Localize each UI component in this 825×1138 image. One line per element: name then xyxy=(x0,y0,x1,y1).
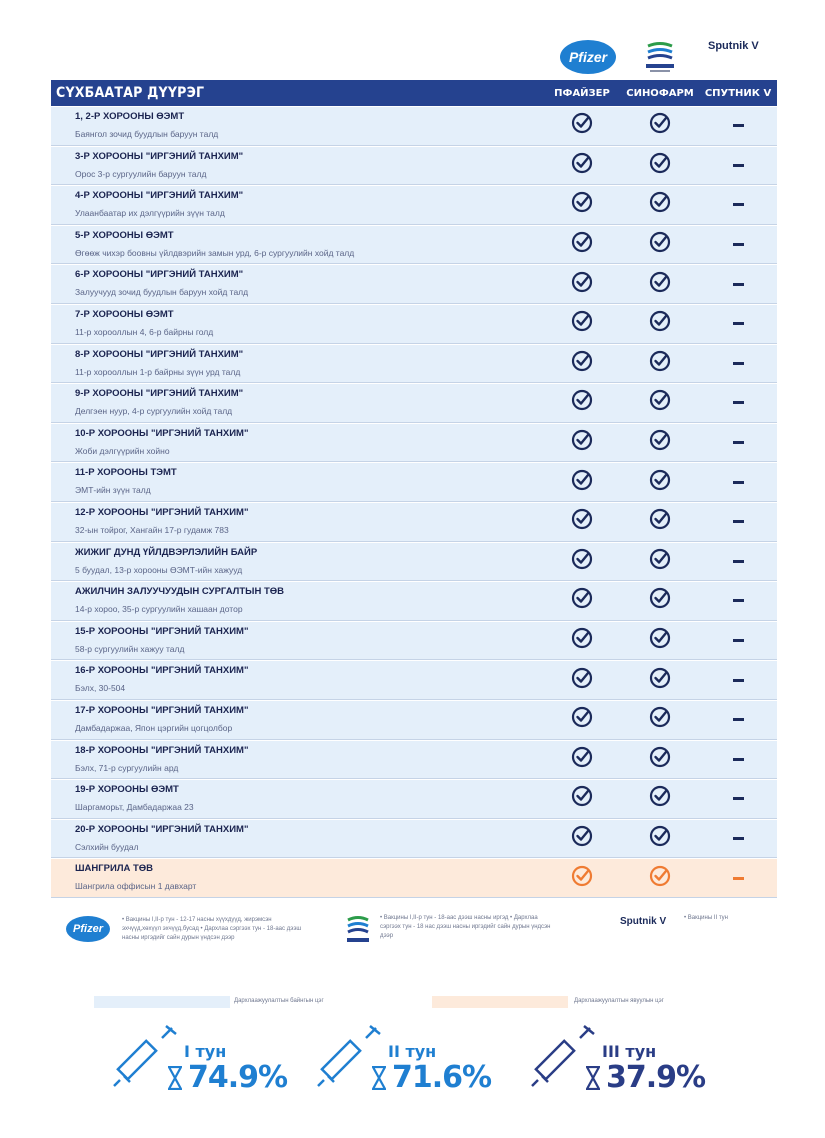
dose-percent: 74.9% xyxy=(188,1060,288,1095)
table-row xyxy=(51,106,777,146)
table-row xyxy=(51,581,777,621)
check-icon xyxy=(649,310,671,337)
sinopharm-availability xyxy=(621,661,699,699)
site-info xyxy=(51,305,543,343)
dose-stat-3 xyxy=(528,1020,708,1100)
check-icon xyxy=(571,231,593,258)
sinopharm-availability xyxy=(621,780,699,818)
dose-stat-1 xyxy=(110,1020,290,1100)
site-info xyxy=(51,463,543,501)
site-info xyxy=(51,741,543,779)
dash-icon xyxy=(733,322,744,325)
site-info xyxy=(51,780,543,818)
sputnik-availability xyxy=(699,424,777,462)
check-icon xyxy=(649,191,671,218)
site-name: 10-Р ХОРООНЫ "ИРГЭНИЙ ТАНХИМ" xyxy=(75,427,249,439)
sputnik-availability xyxy=(699,820,777,858)
site-info xyxy=(51,661,543,699)
check-icon xyxy=(649,429,671,456)
check-icon xyxy=(571,667,593,694)
dash-icon xyxy=(733,560,744,563)
site-info xyxy=(51,384,543,422)
pfizer-availability xyxy=(543,622,621,660)
pfizer-availability xyxy=(543,226,621,264)
check-icon xyxy=(571,627,593,654)
sputnik-availability xyxy=(699,780,777,818)
site-name: 11-Р ХОРООНЫ ТЭМТ xyxy=(75,467,177,479)
table-row xyxy=(51,462,777,502)
sinopharm-availability xyxy=(621,186,699,224)
sinopharm-availability xyxy=(621,147,699,185)
site-address: Бэлх, 30-504 xyxy=(75,683,126,694)
sinopharm-availability xyxy=(621,305,699,343)
pfizer-availability xyxy=(543,186,621,224)
site-info xyxy=(51,147,543,185)
pfizer-availability xyxy=(543,107,621,145)
sinopharm-availability xyxy=(621,701,699,739)
sputnik-logo: Sputnik V xyxy=(620,916,667,927)
dash-icon xyxy=(733,401,744,404)
check-icon xyxy=(571,310,593,337)
permanent-site-label: Дархлаажуулалтын байнгын цэг xyxy=(234,998,324,1004)
site-address: ЭМТ-ийн зүүн талд xyxy=(75,485,151,496)
sputnik-availability xyxy=(699,622,777,660)
sinopharm-logo xyxy=(640,40,680,74)
pfizer-availability xyxy=(543,345,621,383)
sinopharm-availability xyxy=(621,226,699,264)
check-icon xyxy=(649,271,671,298)
table-row xyxy=(51,423,777,463)
legend-pfizer-text: • Вакцины I,II-р тун - 12-17 насны хүүхдүүд, жирэмсэн эхчүүд,хөхүүл эхчүүд,бусад • Дархлаа сэргээх тун - 18-аас дээш насны иргэдийг сайн дурын үндсэн дээр xyxy=(122,917,302,941)
site-name: 20-Р ХОРООНЫ "ИРГЭНИЙ ТАНХИМ" xyxy=(75,823,249,835)
district-title: СҮХБААТАР ДҮҮРЭГ xyxy=(56,85,205,101)
check-icon xyxy=(571,865,593,892)
check-icon xyxy=(649,667,671,694)
site-name: 18-Р ХОРООНЫ "ИРГЭНИЙ ТАНХИМ" xyxy=(75,744,249,756)
sputnik-availability xyxy=(699,107,777,145)
check-icon xyxy=(571,706,593,733)
check-icon xyxy=(571,191,593,218)
vaccine-logos xyxy=(560,40,780,76)
sinopharm-availability xyxy=(621,741,699,779)
dose-label: II тун xyxy=(388,1042,437,1061)
pfizer-availability xyxy=(543,265,621,303)
sputnik-availability xyxy=(699,384,777,422)
check-icon xyxy=(649,746,671,773)
check-icon xyxy=(571,429,593,456)
sputnik-availability xyxy=(699,147,777,185)
sinopharm-availability xyxy=(621,859,699,897)
site-name: 7-Р ХОРООНЫ ӨЭМТ xyxy=(75,308,174,320)
dash-icon xyxy=(733,797,744,800)
site-name: 12-Р ХОРООНЫ "ИРГЭНИЙ ТАНХИМ" xyxy=(75,506,249,518)
pfizer-availability xyxy=(543,820,621,858)
site-info xyxy=(51,582,543,620)
site-address: Дамбадаржаа, Япон цэргийн цогцолбор xyxy=(75,722,233,733)
site-name: ЖИЖИГ ДУНД ҮЙЛДВЭРЛЭЛИЙН БАЙР xyxy=(75,546,258,558)
site-address: Орос 3-р сургуулийн баруун талд xyxy=(75,168,207,179)
sinopharm-availability xyxy=(621,345,699,383)
check-icon xyxy=(571,152,593,179)
dash-icon xyxy=(733,481,744,484)
pfizer-availability xyxy=(543,701,621,739)
pfizer-availability xyxy=(543,582,621,620)
sputnik-availability xyxy=(699,582,777,620)
dash-icon xyxy=(733,837,744,840)
site-name: 17-Р ХОРООНЫ "ИРГЭНИЙ ТАНХИМ" xyxy=(75,704,249,716)
check-icon xyxy=(571,389,593,416)
mobile-site-label: Дархлаажуулалтын явуулын цэг xyxy=(574,998,664,1004)
sputnik-availability xyxy=(699,345,777,383)
table-row xyxy=(51,700,777,740)
sinopharm-availability xyxy=(621,543,699,581)
sinopharm-availability xyxy=(621,820,699,858)
check-icon xyxy=(649,389,671,416)
pfizer-availability xyxy=(543,147,621,185)
check-icon xyxy=(571,112,593,139)
check-icon xyxy=(649,825,671,852)
check-icon xyxy=(649,785,671,812)
dose-label: III тун xyxy=(602,1042,657,1061)
permanent-site-swatch xyxy=(94,996,230,1008)
sinopharm-availability xyxy=(621,463,699,501)
site-info xyxy=(51,701,543,739)
site-info xyxy=(51,345,543,383)
table-row xyxy=(51,304,777,344)
mobile-site-swatch xyxy=(432,996,568,1008)
site-address: Шангрила оффисын 1 давхарт xyxy=(75,881,197,892)
dash-icon xyxy=(733,164,744,167)
dose-label: I тун xyxy=(184,1042,227,1061)
table-row xyxy=(51,542,777,582)
site-address: Залуучууд зочид буудлын баруун хойд талд xyxy=(75,287,249,298)
site-address: Жоби дэлгүүрийн хойно xyxy=(75,445,170,456)
table-row xyxy=(51,344,777,384)
site-name: АЖИЛЧИН ЗАЛУУЧУУДЫН СУРГАЛТЫН ТӨВ xyxy=(75,586,285,598)
site-address: 5 буудал, 13-р хорооны ӨЭМТ-ийн хажууд xyxy=(75,564,243,575)
dose-stat-2 xyxy=(314,1020,494,1100)
site-type-legend xyxy=(94,996,734,1010)
check-icon xyxy=(649,865,671,892)
check-icon xyxy=(571,548,593,575)
dash-icon xyxy=(733,243,744,246)
site-info xyxy=(51,226,543,264)
site-address: Өгөөж чихэр боовны үйлдвэрийн замын урд, 6-р сургуулийн хойд талд xyxy=(75,247,355,258)
site-name: 3-Р ХОРООНЫ "ИРГЭНИЙ ТАНХИМ" xyxy=(75,150,244,162)
dash-icon xyxy=(733,718,744,721)
table-header xyxy=(51,80,777,106)
site-address: 32-ын тойрог, Хангайн 17-р гудамж 783 xyxy=(75,524,229,535)
column-sputnik: СПУТНИК V xyxy=(704,87,772,99)
pfizer-availability xyxy=(543,424,621,462)
table-row xyxy=(51,779,777,819)
site-address: Улаанбаатар их дэлгүүрийн зүүн талд xyxy=(75,208,225,219)
site-address: 58-р сургуулийн хажуу талд xyxy=(75,643,185,654)
check-icon xyxy=(571,271,593,298)
check-icon xyxy=(571,350,593,377)
check-icon xyxy=(571,746,593,773)
table-row xyxy=(51,660,777,700)
site-name: ШАНГРИЛА ТӨВ xyxy=(75,863,154,875)
table-row xyxy=(51,146,777,186)
sinopharm-availability xyxy=(621,424,699,462)
site-address: Бэлх, 71-р сургуулийн ард xyxy=(75,762,179,773)
pfizer-availability xyxy=(543,780,621,818)
legend-sinopharm-text: • Вакцины I,II-р тун - 18-аас дээш насны иргэд • Дархлаа сэргээх тун - 18 наc дээш насны иргэдийг сайн дурын үндсэн дээр xyxy=(380,915,551,939)
site-name: 4-Р ХОРООНЫ "ИРГЭНИЙ ТАНХИМ" xyxy=(75,190,244,202)
sputnik-availability xyxy=(699,859,777,897)
sputnik-availability xyxy=(699,503,777,541)
table-row xyxy=(51,383,777,423)
sputnik-availability xyxy=(699,226,777,264)
table-body xyxy=(51,106,777,898)
column-pfizer: ПФАЙЗЕР xyxy=(554,87,610,99)
site-name: 1, 2-Р ХОРООНЫ ӨЭМТ xyxy=(75,111,185,122)
check-icon xyxy=(649,112,671,139)
pfizer-availability xyxy=(543,859,621,897)
site-name: 6-Р ХОРООНЫ "ИРГЭНИЙ ТАНХИМ" xyxy=(75,269,244,281)
pfizer-availability xyxy=(543,543,621,581)
check-icon xyxy=(571,785,593,812)
sputnik-availability xyxy=(699,265,777,303)
site-address: Сэлхийн буудал xyxy=(75,841,139,852)
hourglass-icon xyxy=(168,1066,182,1090)
site-info xyxy=(51,622,543,660)
site-address: 11-р хорооллын 1-р байрны зүүн урд талд xyxy=(75,366,241,377)
sputnik-logo: Sputnik V xyxy=(708,40,759,52)
table-row xyxy=(51,819,777,859)
site-address: Баянгол зочид буудлын баруун талд xyxy=(75,129,219,139)
check-icon xyxy=(649,548,671,575)
check-icon xyxy=(649,152,671,179)
check-icon xyxy=(649,706,671,733)
dash-icon xyxy=(733,203,744,206)
pfizer-availability xyxy=(543,384,621,422)
sputnik-availability xyxy=(699,186,777,224)
dose-percent: 37.9% xyxy=(606,1060,706,1095)
table-row xyxy=(51,621,777,661)
dash-icon xyxy=(733,520,744,523)
pfizer-availability xyxy=(543,741,621,779)
dash-icon xyxy=(733,679,744,682)
site-name: 19-Р ХОРООНЫ ӨЭМТ xyxy=(75,784,179,796)
site-info xyxy=(51,424,543,462)
dash-icon xyxy=(733,599,744,602)
site-info xyxy=(51,820,543,858)
site-address: Делгэен нуур, 4-р сургуулийн хойд талд xyxy=(75,406,233,417)
dash-icon xyxy=(733,639,744,642)
site-name: 8-Р ХОРООНЫ "ИРГЭНИЙ ТАНХИМ" xyxy=(75,348,244,360)
sputnik-availability xyxy=(699,543,777,581)
site-name: 5-Р ХОРООНЫ ӨЭМТ xyxy=(75,229,174,241)
check-icon xyxy=(649,508,671,535)
table-row xyxy=(51,264,777,304)
sinopharm-availability xyxy=(621,265,699,303)
table-row xyxy=(51,502,777,542)
site-address: 14-р хороо, 35-р сургуулийн хашаан дотор xyxy=(75,604,243,615)
sputnik-availability xyxy=(699,661,777,699)
check-icon xyxy=(649,587,671,614)
dash-icon xyxy=(733,877,744,880)
dash-icon xyxy=(733,362,744,365)
check-icon xyxy=(571,587,593,614)
site-name: 15-Р ХОРООНЫ "ИРГЭНИЙ ТАНХИМ" xyxy=(75,625,249,637)
table-row xyxy=(51,858,777,898)
sinopharm-availability xyxy=(621,107,699,145)
site-info xyxy=(51,107,543,145)
dash-icon xyxy=(733,124,744,127)
pfizer-availability xyxy=(543,661,621,699)
check-icon xyxy=(571,825,593,852)
pfizer-availability xyxy=(543,305,621,343)
site-info xyxy=(51,265,543,303)
sinopharm-availability xyxy=(621,622,699,660)
check-icon xyxy=(649,231,671,258)
dose-percent: 71.6% xyxy=(392,1060,492,1095)
legend-sputnik-text: • Вакцины II тун xyxy=(684,915,728,921)
sputnik-availability xyxy=(699,305,777,343)
site-info xyxy=(51,859,543,897)
check-icon xyxy=(649,469,671,496)
check-icon xyxy=(649,627,671,654)
pfizer-availability xyxy=(543,503,621,541)
vaccination-sites-table xyxy=(51,80,777,898)
table-row xyxy=(51,225,777,265)
pfizer-logo: Pfizer xyxy=(560,40,616,74)
site-info xyxy=(51,543,543,581)
sinopharm-availability xyxy=(621,384,699,422)
table-row xyxy=(51,185,777,225)
site-info xyxy=(51,503,543,541)
sputnik-availability xyxy=(699,741,777,779)
sinopharm-availability xyxy=(621,503,699,541)
column-sinopharm: СИНОФАРМ xyxy=(626,87,694,99)
vaccine-legend xyxy=(60,908,780,968)
dash-icon xyxy=(733,283,744,286)
check-icon xyxy=(571,469,593,496)
sinopharm-logo xyxy=(344,914,372,948)
site-address: 11-р хорооллын 4, 6-р байрны голд xyxy=(75,326,214,337)
sputnik-availability xyxy=(699,701,777,739)
sinopharm-availability xyxy=(621,582,699,620)
hourglass-icon xyxy=(586,1066,600,1090)
hourglass-icon xyxy=(372,1066,386,1090)
dash-icon xyxy=(733,758,744,761)
dash-icon xyxy=(733,441,744,444)
sputnik-availability xyxy=(699,463,777,501)
site-name: 16-Р ХОРООНЫ "ИРГЭНИЙ ТАНХИМ" xyxy=(75,665,249,677)
site-address: Шаргаморьт, Дамбадаржаа 23 xyxy=(75,802,194,813)
pfizer-logo: Pfizer xyxy=(66,916,110,942)
pfizer-availability xyxy=(543,463,621,501)
dose-statistics xyxy=(110,1020,710,1100)
check-icon xyxy=(649,350,671,377)
site-info xyxy=(51,186,543,224)
table-row xyxy=(51,740,777,780)
check-icon xyxy=(571,508,593,535)
site-name: 9-Р ХОРООНЫ "ИРГЭНИЙ ТАНХИМ" xyxy=(75,388,244,400)
